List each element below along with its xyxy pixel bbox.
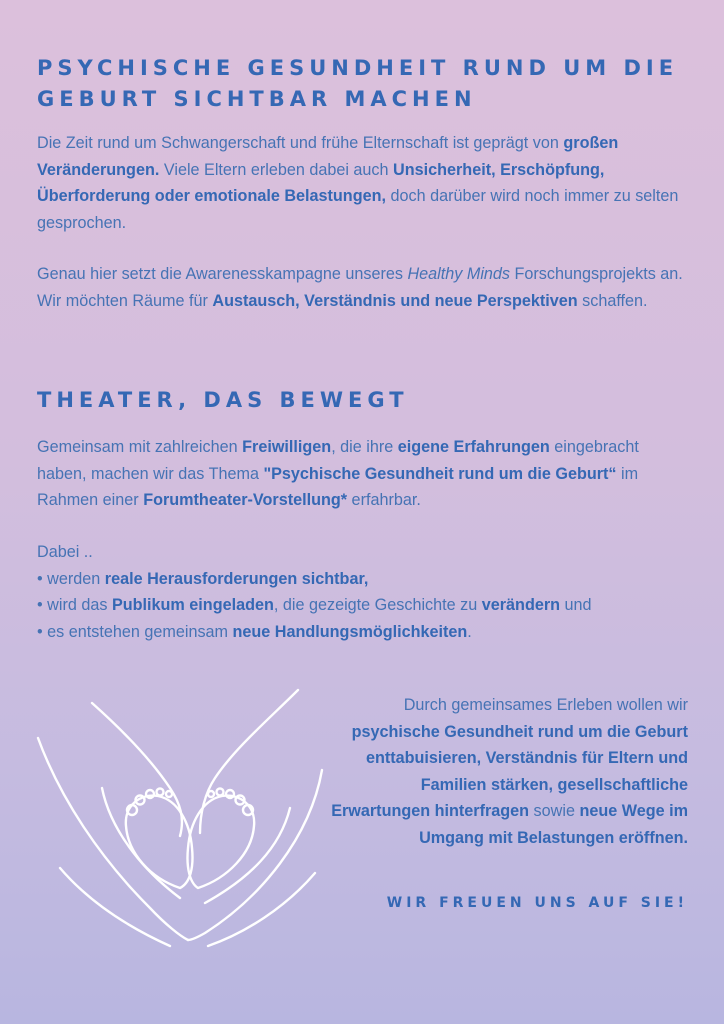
- theater-bold-2: eigene Erfahrungen: [397, 438, 550, 456]
- theater-heading: THEATER, DAS BEWEGT: [37, 388, 409, 412]
- theater-bold-4: Forumtheater-Vorstellung*: [143, 491, 348, 509]
- campaign-text-3: schaffen.: [577, 291, 648, 310]
- theater-bold-3: "Psychische Gesundheit rund um die Geburt“: [263, 464, 617, 483]
- theater-text-4: im Rahmen einer: [37, 464, 639, 509]
- intro-text-2: Viele Eltern erleben dabei auch: [159, 160, 394, 179]
- campaign-paragraph: [37, 261, 687, 314]
- bullet1-text-1: • werden: [37, 569, 105, 588]
- right-toe-5: [208, 791, 214, 797]
- bullet3-text-1: • es entstehen gemeinsam: [37, 622, 233, 641]
- dabei-intro: Dabei ..: [37, 543, 93, 561]
- left-hand-outline: [38, 738, 188, 940]
- list-item: [37, 619, 687, 646]
- campaign-text-1: Genau hier setzt die Awarenesskampagne unseres: [37, 265, 408, 283]
- right-thumb: [205, 808, 290, 903]
- theater-text-1: Gemeinsam mit zahlreichen: [37, 438, 243, 456]
- bullet2-text-1: • wird das: [37, 596, 112, 614]
- intro-bold-2: Unsicherheit, Erschöpfung, Überforderung oder emotionale Belastungen,: [37, 160, 605, 205]
- closing-bold-2: neue Wege im Umgang mit Belastungen eröffnen.: [419, 802, 688, 847]
- intro-text-1: Die Zeit rund um Schwangerschaft und frühe Elternschaft ist geprägt von: [37, 134, 564, 152]
- left-toe-4: [157, 789, 164, 796]
- intro-text-3: doch darüber wird noch immer zu selten gesprochen.: [37, 187, 679, 232]
- left-toe-5: [166, 791, 172, 797]
- bullet2-text-2: , die gezeigte Geschichte zu: [273, 596, 482, 614]
- theater-bold-1: Freiwilligen: [242, 438, 332, 456]
- right-toe-4: [217, 789, 224, 796]
- theater-text-3: eingebracht haben, machen wir das Thema: [37, 438, 639, 483]
- campaign-text-2: Forschungsprojekts an. Wir möchten Räume für: [37, 265, 683, 310]
- theater-paragraph: [37, 434, 687, 514]
- closing-paragraph: [328, 692, 688, 851]
- intro-paragraph: [37, 130, 687, 236]
- dabei-section: [37, 539, 687, 645]
- bullet2-text-3: und: [560, 596, 592, 614]
- closing-text-1: Durch gemeinsames Erleben wollen wir: [403, 696, 688, 714]
- list-item: [37, 566, 687, 593]
- bullet2-bold-2: verändern: [481, 596, 561, 614]
- call-to-action: WIR FREUEN UNS AUF SIE!: [386, 895, 688, 911]
- right-wrist-line: [208, 873, 315, 946]
- main-heading: PSYCHISCHE GESUNDHEIT RUND UM DIE GEBURT SICHTBAR MACHEN: [37, 56, 679, 111]
- intro-bold-1: großen Veränderungen.: [37, 134, 619, 179]
- theater-text-5: erfahrbar.: [347, 491, 421, 509]
- theater-text-2: , die ihre: [331, 438, 398, 456]
- project-name: Healthy Minds: [407, 265, 511, 283]
- bullet3-text-2: .: [467, 622, 472, 641]
- left-wrist-line: [60, 868, 170, 946]
- dabei-list: [37, 566, 687, 646]
- closing-bold-1: psychische Gesundheit rund um die Geburt enttabuisieren, Verständnis für Eltern und Familien stärken, gesellschaftliche Erwartungen hinterfragen: [331, 722, 688, 820]
- bullet3-bold-1: neue Handlungsmöglichkeiten: [232, 622, 468, 641]
- bullet1-bold-1: reale Herausforderungen sichtbar,: [104, 569, 369, 588]
- closing-text-2: sowie: [529, 802, 580, 820]
- left-fingers: [92, 703, 182, 836]
- list-item: [37, 592, 687, 619]
- bullet2-bold-1: Publikum eingeladen: [111, 596, 274, 614]
- right-fingers: [200, 690, 298, 833]
- hands-holding-baby-feet-heart-icon: [30, 688, 330, 958]
- campaign-bold-1: Austausch, Verständnis und neue Perspektiven: [212, 291, 578, 310]
